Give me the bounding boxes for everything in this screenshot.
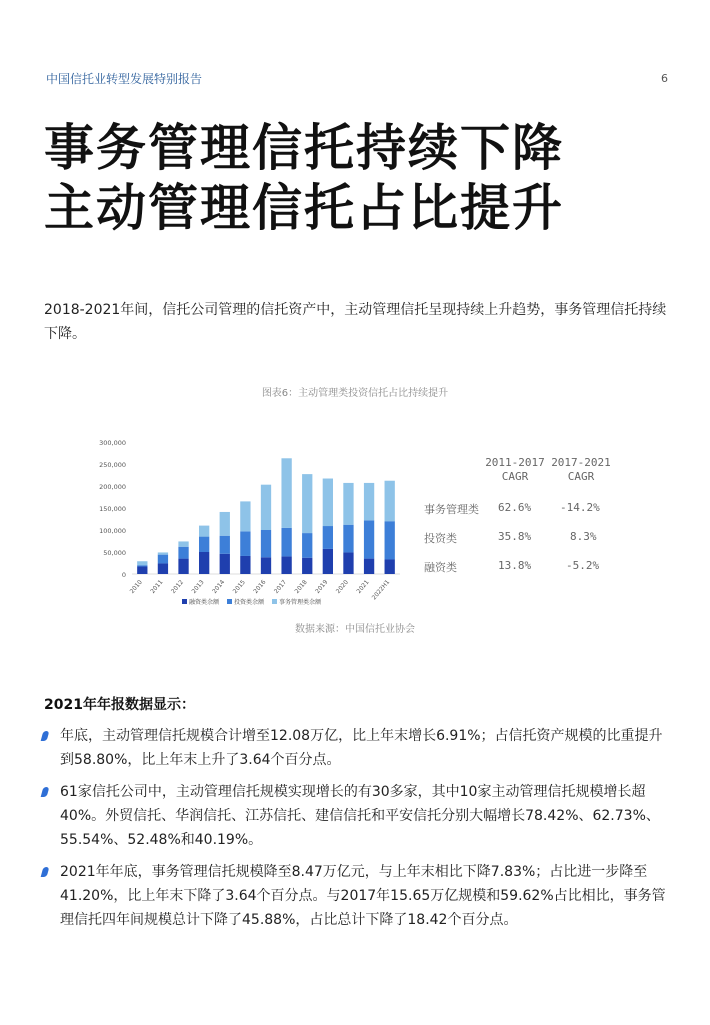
y-tick-label: 100,000 bbox=[99, 527, 126, 535]
x-tick-label: 2018 bbox=[293, 578, 309, 595]
bar-segment bbox=[385, 521, 395, 559]
section-title: 2021年年报数据显示： bbox=[44, 697, 195, 713]
cagr-row bbox=[420, 501, 620, 517]
bar-segment bbox=[261, 485, 271, 530]
cagr-row-label: 事务管理类 bbox=[424, 503, 479, 516]
cagr-header-1-label: CAGR bbox=[501, 470, 529, 483]
bar-segment bbox=[261, 530, 271, 557]
cagr-value-2017-2021: 8.3% bbox=[570, 530, 597, 543]
cagr-row-label: 投资类 bbox=[424, 532, 457, 545]
title-line-1: 事务管理信托持续下降 bbox=[44, 118, 564, 177]
x-tick-label: 2015 bbox=[231, 578, 247, 595]
cagr-value-2017-2021: -14.2% bbox=[560, 501, 600, 514]
page-title bbox=[44, 118, 564, 238]
cagr-row bbox=[420, 530, 620, 546]
x-tick-label: 2010 bbox=[128, 578, 144, 595]
bullet-marker-icon bbox=[41, 731, 50, 741]
x-tick-label: 2017 bbox=[272, 578, 289, 595]
y-tick-label: 300,000 bbox=[99, 439, 126, 447]
bar-segment bbox=[302, 533, 312, 558]
bar-segment bbox=[178, 541, 188, 546]
bar-segment bbox=[178, 547, 188, 559]
bar-segment bbox=[220, 536, 230, 554]
stacked-bar-chart bbox=[90, 432, 410, 612]
bar-segment bbox=[220, 512, 230, 536]
bar-segment bbox=[199, 526, 209, 537]
bullet-list bbox=[40, 724, 670, 940]
title-line-2: 主动管理信托占比提升 bbox=[44, 178, 564, 237]
bar-segment bbox=[240, 531, 250, 556]
bar-segment bbox=[220, 554, 230, 574]
cagr-header-2 bbox=[546, 456, 616, 484]
bar-segment bbox=[364, 483, 374, 520]
bullet-text: 2021年年底，事务管理信托规模降至8.47万亿元，与上年末相比下降7.83%；占比进一步降至41.20%，比上年末下降了3.64个百分点。与2017年15.65万亿规模和59.62%占比相比，事务管理信托四年间规模总计下降了45.88%，占比总计下降了18.42个百分点。 bbox=[60, 864, 666, 928]
bar-segment bbox=[323, 479, 333, 527]
y-tick-label: 0 bbox=[121, 571, 126, 579]
bullet-item bbox=[40, 724, 670, 772]
bar-segment bbox=[199, 537, 209, 552]
bar-segment bbox=[137, 565, 147, 566]
bullet-marker-icon bbox=[41, 867, 50, 877]
cagr-header-2-label: CAGR bbox=[567, 470, 595, 483]
cagr-value-2011-2017: 62.6% bbox=[498, 501, 532, 514]
bar-segment bbox=[343, 552, 353, 574]
x-tick-label: 2013 bbox=[190, 578, 206, 595]
bar-segment bbox=[240, 556, 250, 574]
cagr-header-1 bbox=[480, 456, 550, 484]
page-number: 6 bbox=[661, 72, 668, 85]
bar-segment bbox=[302, 474, 312, 533]
x-tick-label: 2022H1 bbox=[370, 578, 392, 602]
bar-segment bbox=[364, 559, 374, 574]
cagr-row bbox=[420, 559, 620, 575]
chart-source: 数据来源：中国信托业协会 bbox=[295, 624, 415, 635]
bar-segment bbox=[199, 552, 209, 574]
cagr-row-label: 融资类 bbox=[424, 561, 457, 574]
bar-segment bbox=[364, 520, 374, 558]
x-tick-label: 2014 bbox=[211, 578, 227, 595]
legend-swatch bbox=[227, 599, 232, 604]
bar-segment bbox=[178, 559, 188, 574]
cagr-value-2017-2021: -5.2% bbox=[566, 559, 600, 572]
bar-segment bbox=[281, 556, 291, 574]
cagr-value-2011-2017: 13.8% bbox=[498, 559, 532, 572]
bar-segment bbox=[343, 525, 353, 553]
bullet-text: 年底，主动管理信托规模合计增至12.08万亿，比上年末增长6.91%；占信托资产规模的比重提升到58.80%，比上年末上升了3.64个百分点。 bbox=[60, 728, 663, 768]
y-tick-label: 150,000 bbox=[99, 505, 126, 513]
legend-label: 事务管理类余额 bbox=[279, 599, 322, 606]
x-tick-label: 2011 bbox=[149, 578, 165, 595]
bar-segment bbox=[137, 567, 147, 574]
bar-segment bbox=[385, 481, 395, 521]
bullet-marker-icon bbox=[41, 787, 50, 797]
legend-swatch bbox=[182, 599, 187, 604]
x-tick-label: 2019 bbox=[314, 578, 330, 595]
bar-segment bbox=[158, 552, 168, 554]
bullet-item bbox=[40, 860, 670, 932]
cagr-header-2-period: 2017-2021 bbox=[551, 456, 611, 469]
bar-segment bbox=[323, 549, 333, 574]
x-tick-label: 2021 bbox=[355, 578, 371, 595]
bar-segment bbox=[343, 483, 353, 525]
report-header: 中国信托业转型发展特别报告 bbox=[46, 72, 203, 86]
bar-segment bbox=[261, 557, 271, 574]
bar-segment bbox=[385, 559, 395, 574]
x-tick-label: 2012 bbox=[169, 578, 186, 595]
bar-segment bbox=[302, 558, 312, 574]
y-tick-label: 250,000 bbox=[99, 461, 126, 469]
bar-segment bbox=[281, 458, 291, 528]
x-tick-label: 2016 bbox=[252, 578, 268, 595]
legend-label: 投资类余额 bbox=[234, 599, 265, 606]
bar-segment bbox=[158, 563, 168, 574]
intro-paragraph: 2018-2021年间，信托公司管理的信托资产中，主动管理信托呈现持续上升趋势，事务管理信托持续下降。 bbox=[44, 302, 667, 342]
legend-label: 融资类余额 bbox=[189, 599, 220, 606]
x-tick-label: 2020 bbox=[334, 578, 350, 595]
cagr-value-2011-2017: 35.8% bbox=[498, 530, 532, 543]
y-tick-label: 50,000 bbox=[103, 549, 126, 557]
bar-segment bbox=[323, 526, 333, 549]
bar-segment bbox=[137, 561, 147, 565]
bullet-text: 61家信托公司中，主动管理信托规模实现增长的有30多家，其中10家主动管理信托规模增长超40%。外贸信托、华润信托、江苏信托、建信信托和平安信托分别大幅增长78.42%、62.73%、55.54%、52.48%和40.19%。 bbox=[60, 784, 660, 848]
bar-segment bbox=[281, 528, 291, 557]
bar-segment bbox=[158, 555, 168, 564]
y-tick-label: 200,000 bbox=[99, 483, 126, 491]
cagr-header-1-period: 2011-2017 bbox=[485, 456, 545, 469]
legend-swatch bbox=[272, 599, 277, 604]
bullet-item bbox=[40, 780, 670, 852]
chart-title: 图表6：主动管理类投资信托占比持续提升 bbox=[261, 388, 449, 399]
bar-segment bbox=[240, 501, 250, 531]
